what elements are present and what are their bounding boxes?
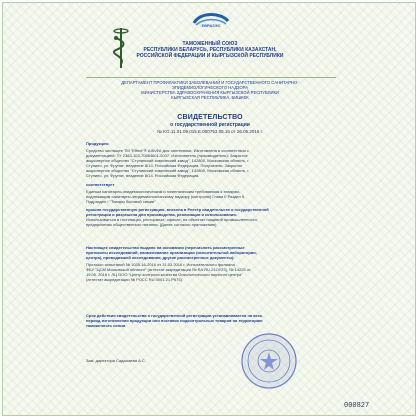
product-line: Средство чистящее ТМ "Effect"® АЛЬФА для сантехники. Изготовлена в соответствии с [86,148,249,153]
union-header-line3: РОССИЙСКОЙ ФЕДЕРАЦИИ И КЫРГЫЗСКОЙ РЕСПУБЛИКИ [136,53,284,59]
registration-label [86,207,361,217]
registration-line: Использоваться в гостиницах, ресторанах, офисах, на объектах пищевой промышленности, [86,217,258,222]
certificate-subtitle: о государственной регистрации [170,122,250,128]
registration-label-line: регистрации и разрешена для производства, реализации и использования. [86,212,237,217]
divider [86,77,336,78]
eurasec-logo [190,10,232,30]
validity-line: период изготовления продукции или поставок подконтрольных товаров на территорию [86,318,263,323]
basis-line: Протокол испытаний № 1035-16-2016 от 31.03.2016 г. Испытательного филиала [86,262,235,267]
product-line: Ступино, ул. Фрунзе, владение 8/14, Российская Федерация. Получатель: Закрытое [86,163,243,168]
compliance-line: Подраздел I "Товары бытовой химии" [86,199,156,204]
certificate-date-prefix: от [231,129,236,134]
department-line2: ЭПИДЕМИОЛОГИЧЕСКОГО НАДЗОРА [171,85,249,90]
department-line3: МИНИСТЕРСТВА ЗДРАВООХРАНЕНИЯ КЫРГЫЗСКОЙ РЕСПУБЛИКИ [141,90,279,95]
official-stamp [240,332,298,395]
product-line: документацией: ТУ 2383-103-70864801-2007. Изготовитель (производитель): Закрытое [86,153,248,158]
signatory: Зам. директора Садыкаева А.С. [86,358,146,363]
basis-label [86,245,361,260]
registration-label-line: прошла государственную регистрацию, внесена в Реестр свидетельств о государственной [86,207,269,212]
department-line4: КЫРГЫЗСКАЯ РЕСПУБЛИКА, БИШКЕК [171,95,249,100]
product-line: Ступино, ул. Фрунзе, владение 8/14, Российская Федерация. [86,173,200,178]
certificate-number-row [95,129,325,134]
certificate-date: 26.05.2016 г. [236,129,263,134]
product-line: акционерное общество "Ступинский химический завод", 142800, Московская область, г. [86,158,250,163]
basis-line: 19.05. 2016 г. ЛЦ ООО "Центр контроля качества Онкологического научного центра" [86,272,243,277]
basis-label-line: протоколы исследований, наименование организации (испытательной лаборатории, [86,250,257,255]
compliance-line: подлежащим санитарно-эпидемиологическому надзору (контролю) Глава II Раздел 5 [86,194,245,199]
registration-text [86,217,356,227]
basis-label-line: Настоящее свидетельство выдано на основании (перечислить рассмотренные [86,245,245,250]
product-text [86,148,356,178]
product-label: Продукция: [86,141,110,146]
serial-number: 000827 [344,402,370,410]
certificate-number: № KG.11.01.09.015.Е.000753.05.16 [157,129,230,134]
validity-text [86,313,361,328]
union-header-line1: ТАМОЖЕННЫЙ СОЮЗ [182,41,238,47]
registration-line: предприятиях общественного питания. (Далее согласно приложению) [86,222,217,227]
compliance-text [86,189,356,204]
union-header-line2: РЕСПУБЛИКИ БЕЛАРУСЬ, РЕСПУБЛИКИ КАЗАХСТАН, [143,47,277,53]
validity-line: Срок действия свидетельства о государственной регистрации устанавливается на весь [86,313,263,318]
basis-label-line: центра), проводившей исследования, другие рассмотренные документы): [86,255,235,260]
department-line1: ДЕПАРТАМЕНТ ПРОФИЛАКТИКИ ЗАБОЛЕВАНИЙ И ГОСУДАРСТВЕННОГО САНИТАРНО- [121,80,299,85]
validity-line: таможенного союза [86,323,126,328]
certificate-title: СВИДЕТЕЛЬСТВО [177,114,243,121]
product-line: акционерное общество "Ступинский химический завод", 142800, Московская область, г. [86,168,250,173]
stamp-seal-icon [240,332,298,390]
compliance-line: Единым санитарно-эпидемиологическим и гигиеническим требованиям к товарам, [86,189,240,194]
logo-text: ЕВРАЗЭС [201,23,221,28]
basis-text [86,262,356,282]
basis-line: (аттестат аккредитации № РОСС RU.0001.21.РК75) [86,277,182,282]
compliance-label: соответствует [86,182,115,187]
basis-line: ФБУ "ЦСМ Московской области" (аттестат аккредитации № RA.RU.21ОУ23), № 14225 от [86,267,251,272]
